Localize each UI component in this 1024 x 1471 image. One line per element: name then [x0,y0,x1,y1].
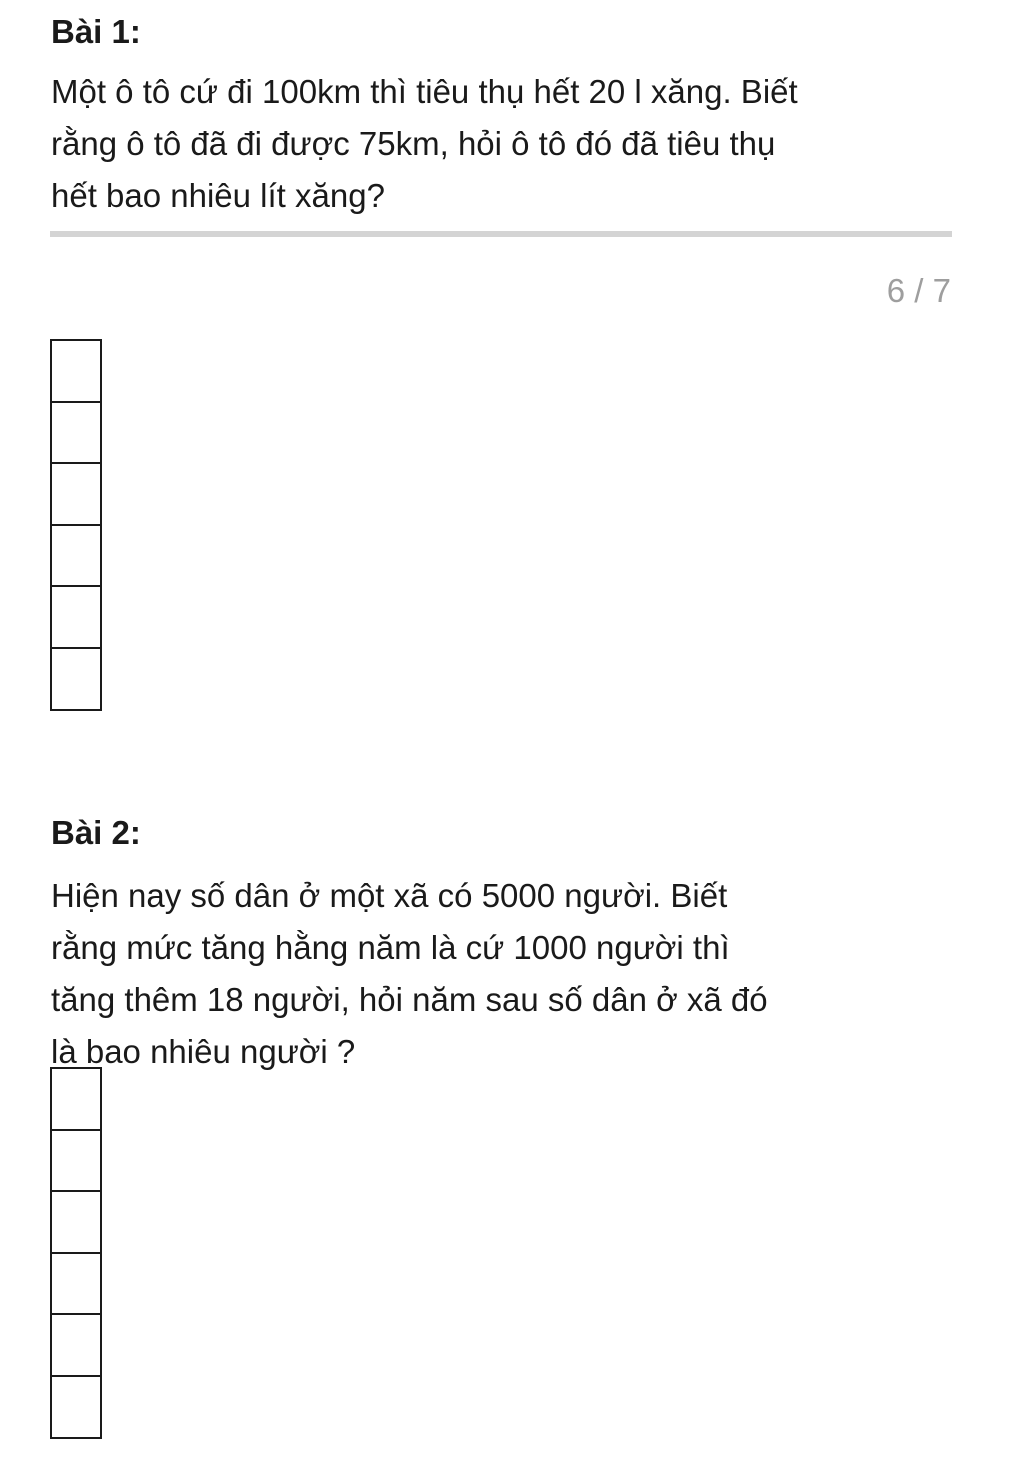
exercise-1-line: Một ô tô cứ đi 100km thì tiêu thụ hết 20 l xăng. Biết [51,73,798,110]
answer-box[interactable] [50,1129,102,1193]
exercise-1-line: rằng ô tô đã đi được 75km, hỏi ô tô đó đã tiêu thụ [51,125,776,162]
exercise-2-line: Hiện nay số dân ở một xã có 5000 người. Biết [51,877,728,914]
answer-box[interactable] [50,1313,102,1377]
answer-box[interactable] [50,647,102,711]
answer-box[interactable] [50,1067,102,1131]
answer-box-column-2 [50,1067,102,1439]
exercise-1-text [51,66,961,222]
exercise-2-line: rằng mức tăng hằng năm là cứ 1000 người thì [51,929,730,966]
section-divider [50,231,952,237]
exercise-2-line: là bao nhiêu người ? [51,1033,356,1070]
answer-box[interactable] [50,1190,102,1254]
answer-box[interactable] [50,339,102,403]
answer-box[interactable] [50,462,102,526]
page-counter: 6 / 7 [886,272,951,309]
exercise-1-line: hết bao nhiêu lít xăng? [51,177,385,214]
answer-box[interactable] [50,1375,102,1439]
answer-box-column-1 [50,339,102,711]
exercise-2-text [51,870,961,1078]
answer-box[interactable] [50,524,102,588]
answer-box[interactable] [50,585,102,649]
answer-box[interactable] [50,401,102,465]
exercise-2-title: Bài 2: [51,814,141,851]
exercise-1-title: Bài 1: [51,13,141,50]
exercise-2-line: tăng thêm 18 người, hỏi năm sau số dân ở xã đó [51,981,768,1018]
answer-box[interactable] [50,1252,102,1316]
